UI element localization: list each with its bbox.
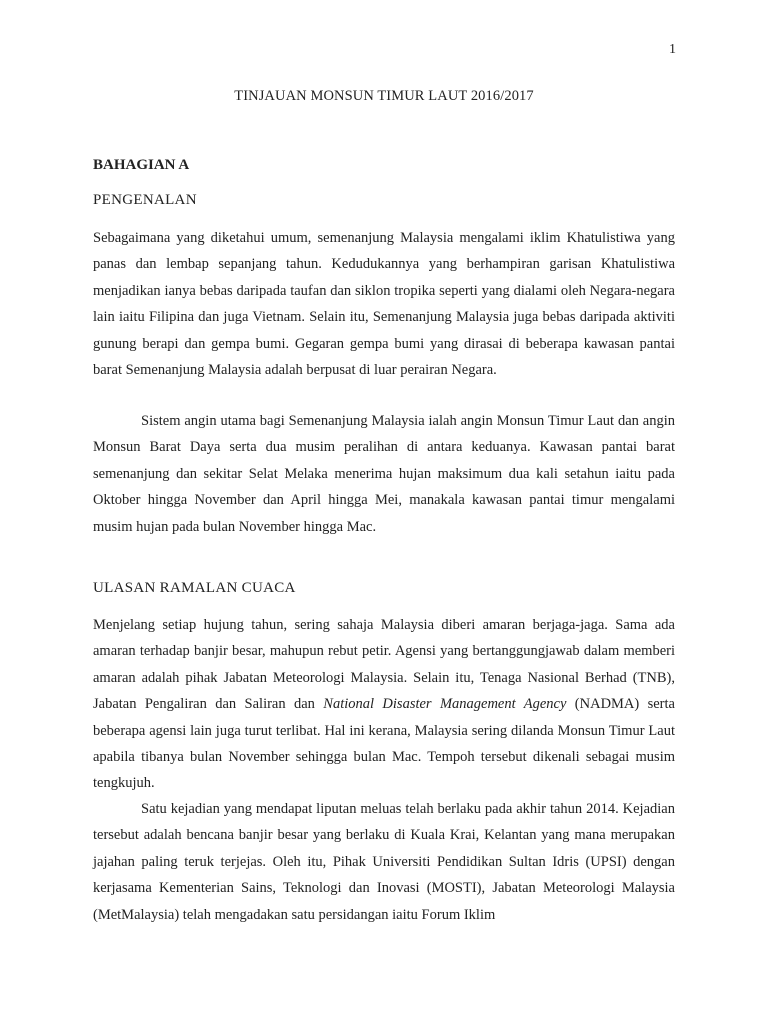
heading-ulasan-ramalan-cuaca: ULASAN RAMALAN CUACA [93, 580, 296, 596]
paragraph-pengenalan-1: Sebagaimana yang diketahui umum, semenanjung Malaysia mengalami iklim Khatulistiwa yang panas dan lembap sepanjang tahun. Kedudukannya yang berhampiran garisan Khatulistiwa menjadikan ianya bebas daripada taufan dan siklon tropika seperti yang dialami oleh Negara-negara lain iaitu Filipina dan juga Vietnam. Selain itu, Semenanjung Malaysia juga bebas daripada aktiviti gunung berapi dan gempa bumi. Gegaran gempa bumi yang dirasai di beberapa kawasan pantai barat Semenanjung Malaysia adalah berpusat di luar perairan Negara. [93, 230, 675, 379]
heading-pengenalan: PENGENALAN [93, 192, 197, 208]
paragraph-pengenalan-2: Sistem angin utama bagi Semenanjung Malaysia ialah angin Monsun Timur Laut dan angin Monsun Barat Daya serta dua musim peralihan di antara keduanya. Kawasan pantai barat semenanjung dan sekitar Selat Melaka menerima hujan maksimum dua kali setahun iaitu pada Oktober hingga November dan April hingga Mei, manakala kawasan pantai timur mengalami musim hujan pada bulan November hingga Mac. [93, 413, 675, 535]
agency-name-italic: National Disaster Management Agency [323, 696, 567, 713]
document-title: TINJAUAN MONSUN TIMUR LAUT 2016/2017 [234, 88, 534, 104]
section-label-bahagian-a: BAHAGIAN A [93, 157, 190, 173]
page-number: 1 [669, 42, 676, 57]
paragraph-ulasan-1-part-a: Menjelang setiap hujung tahun, sering sahaja Malaysia diberi amaran berjaga-jaga. Sama ada amaran terhadap banjir besar, mahupun rebut petir. Agensi yang bertanggungjawab dalam memberi amaran adalah pihak Jabatan Meteorologi Malaysia. Selain itu, Tenaga Nasional Berhad (TNB), Jabatan Pengaliran dan Saliran dan [93, 617, 675, 713]
paragraph-ulasan-2: Satu kejadian yang mendapat liputan meluas telah berlaku pada akhir tahun 2014. Kejadian tersebut adalah bencana banjir besar yang berlaku di Kuala Krai, Kelantan yang mana merupakan jajahan paling teruk terjejas. Oleh itu, Pihak Universiti Pendidikan Sultan Idris (UPSI) dengan kerjasama Kementerian Sains, Teknologi dan Inovasi (MOSTI), Jabatan Meteorologi Malaysia (MetMalaysia) telah mengadakan satu persidangan iaitu Forum Iklim [93, 801, 675, 923]
paragraph-ulasan-1 [93, 612, 675, 797]
paragraph-ulasan-1-part-b: (NADMA) serta beberapa agensi lain juga turut terlibat. Hal ini kerana, Malaysia sering dilanda Monsun Timur Laut apabila tibanya bulan November sehingga bulan Mac. Tempoh tersebut dikenali sebagai musim tengkujuh. [93, 696, 675, 792]
